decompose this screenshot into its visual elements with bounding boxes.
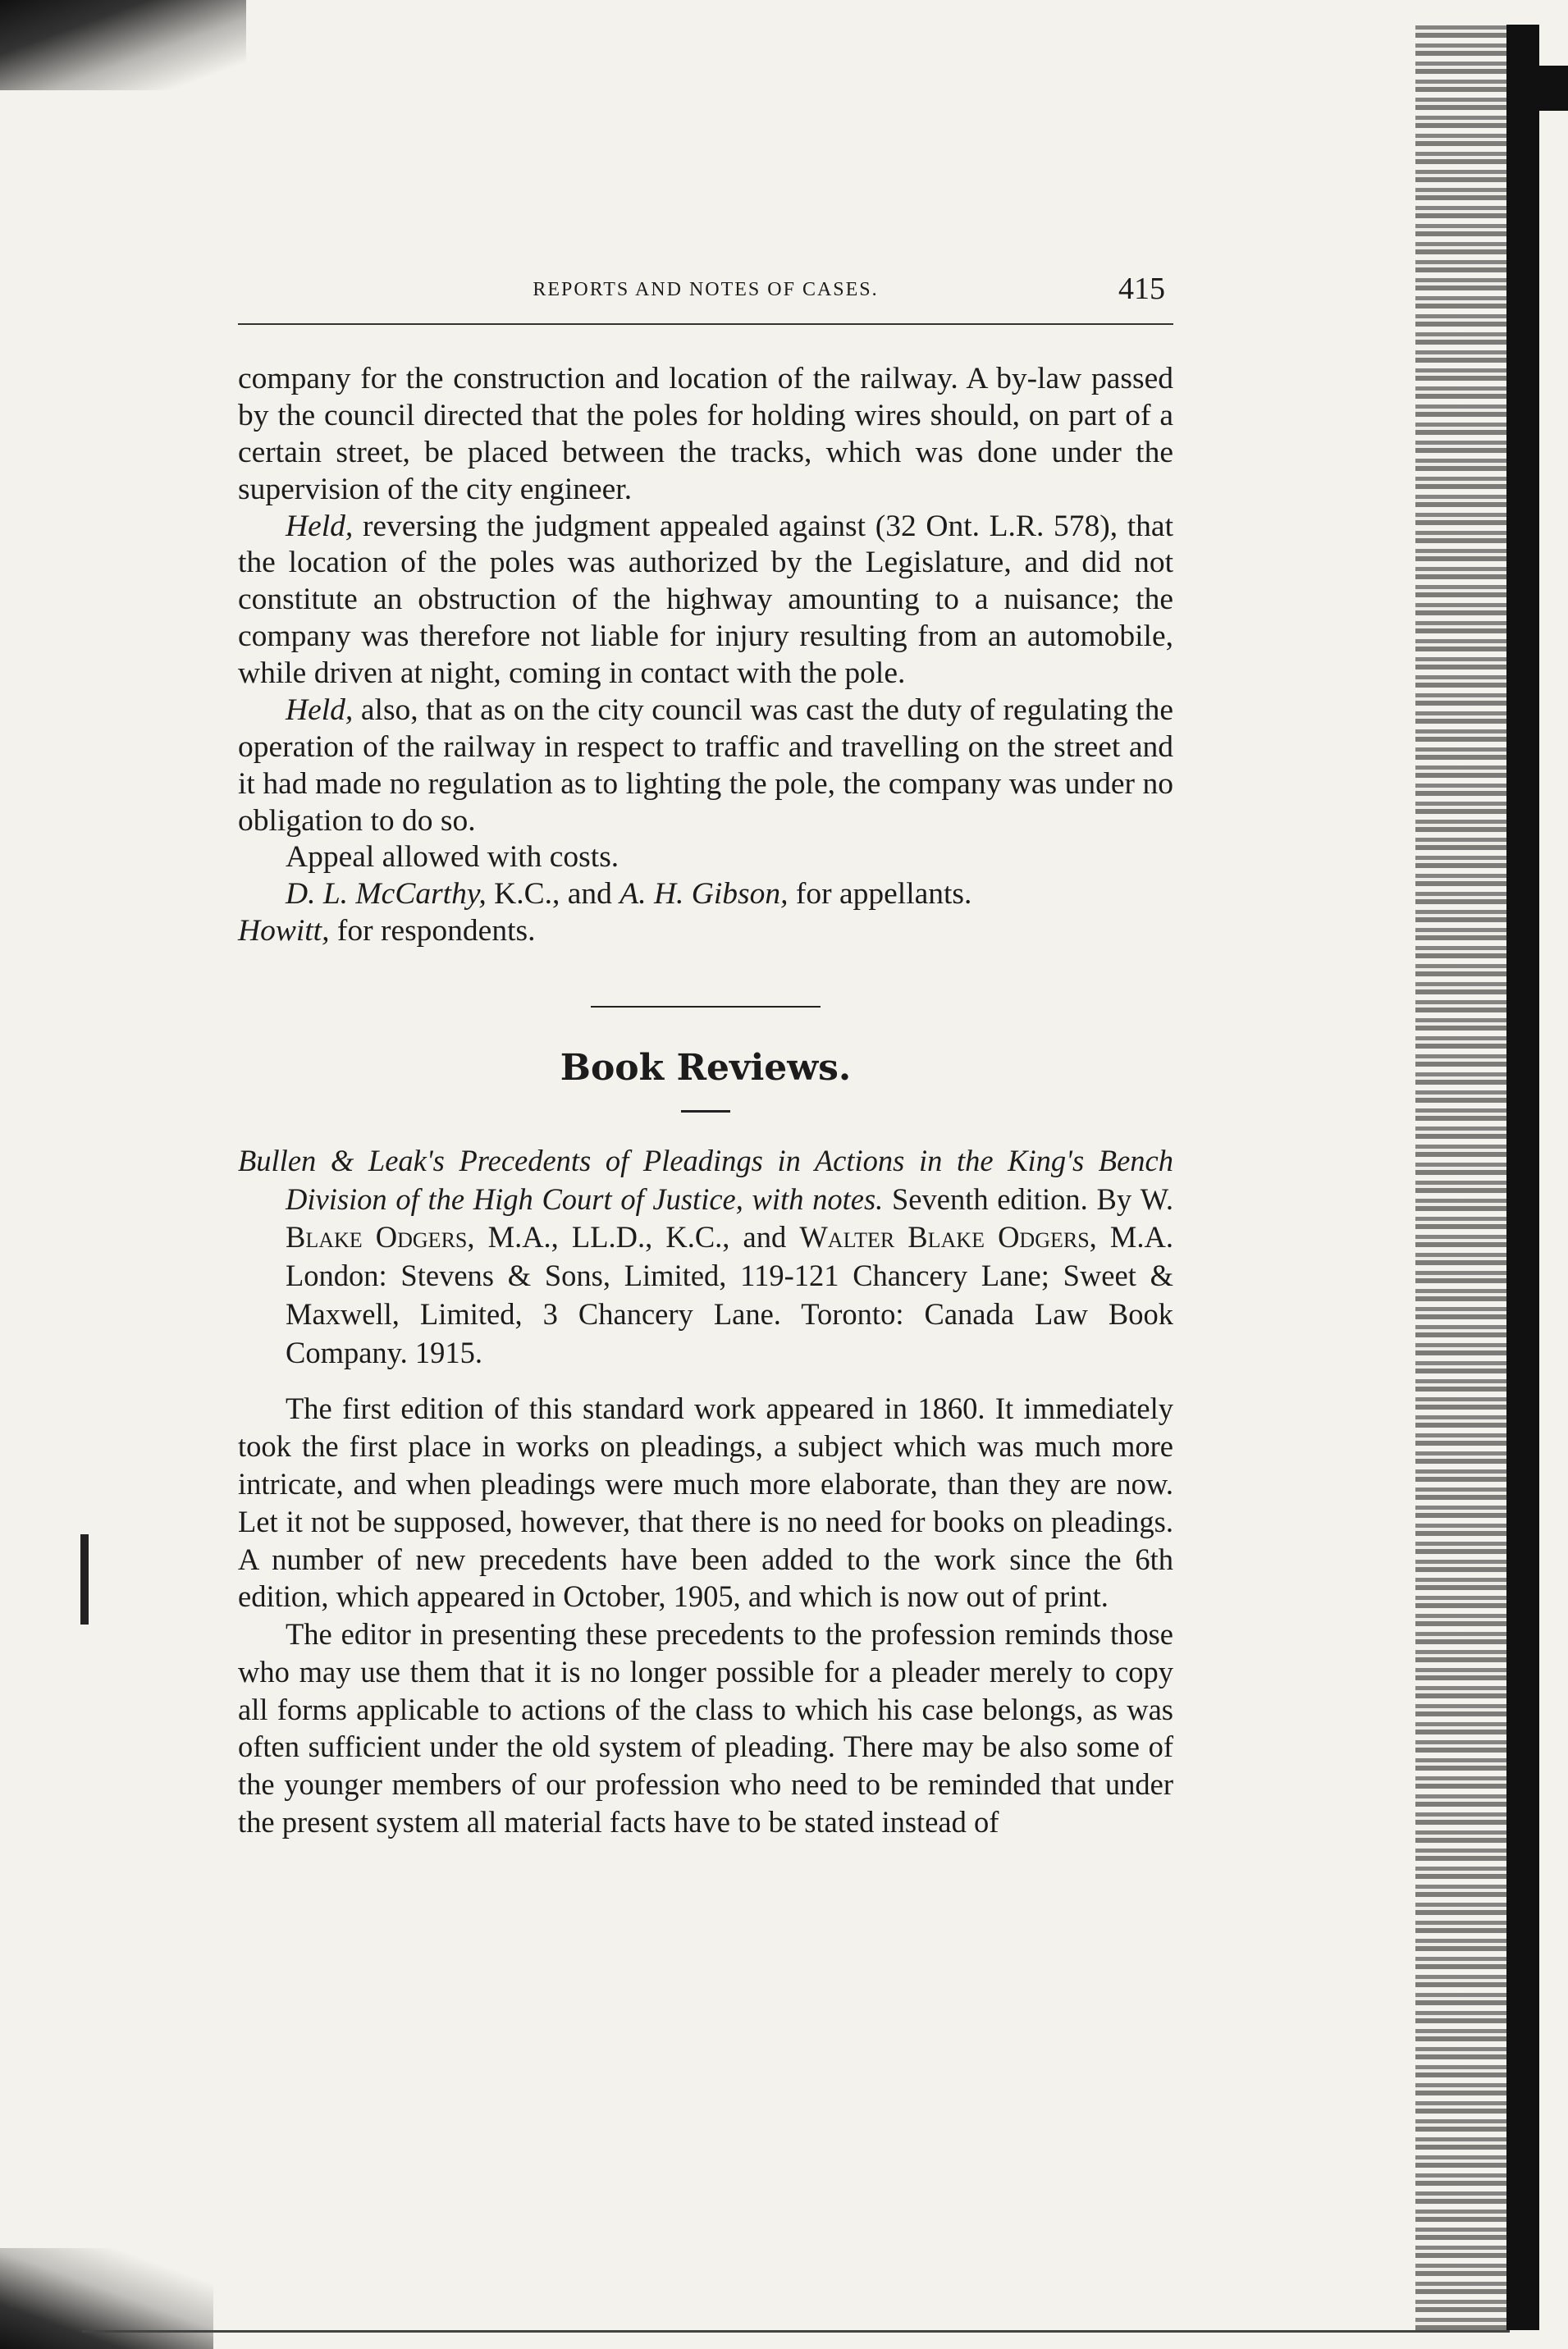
- counsel-name: Howitt,: [238, 914, 330, 948]
- scan-edge-right-bar: [1506, 25, 1539, 2330]
- counsel-appellants: [238, 876, 1173, 913]
- case-paragraph: [238, 361, 1173, 509]
- case-holding: [238, 692, 1173, 840]
- case-report: [238, 361, 1173, 950]
- book-title: Bullen & Leak's Precedents of Pleadings in Actions in the King's Bench Division of the High Court of Justice, with notes.: [238, 1144, 1173, 1216]
- section-separator: [591, 1006, 821, 1008]
- review-paragraph: The editor in presenting these precedents to the profession reminds those who may use them that it is no longer possible for a pleader merely to copy all forms applicable to actions of the class to which his case belongs, as was often sufficient under the old system of pleading. There may be also some of the younger members of our profession who need to be reminded that under the present system all material facts have to be stated instead of: [238, 1617, 1173, 1839]
- scan-corner-bottom-left: [0, 2248, 213, 2349]
- scan-bottom-line: [82, 2330, 1510, 2333]
- case-text: company for the construction and location of the railway. A by-law passed by the council directed that the poles for holding wires should, on part of a certain street, be placed between the tracks, which was done under the supervision of the city engineer.: [238, 362, 1173, 506]
- header-rule: [238, 323, 1173, 325]
- scan-edge-right-top: [1506, 66, 1568, 111]
- page-number: 415: [1118, 272, 1165, 306]
- counsel-respondents: [238, 913, 1173, 950]
- held-label: Held,: [286, 509, 354, 543]
- author-name: Walter Blake Odgers,: [799, 1220, 1097, 1254]
- section-title: Book Reviews.: [560, 1047, 852, 1089]
- review-body: [238, 1390, 1173, 1841]
- scan-left-mark: [80, 1534, 89, 1625]
- running-head: [238, 271, 1173, 320]
- section-rule: [681, 1110, 730, 1113]
- case-text: also, that as on the city council was cast the duty of regulating the operation of the railway in respect to traffic and travelling on the street and it had made no regulation as to lighting the pole, the company was under no obligation to do so.: [238, 692, 1173, 838]
- counsel-name: A. H. Gibson,: [619, 877, 789, 912]
- author-name: W. Blake Odgers,: [286, 1181, 1174, 1254]
- citation-text: Seventh edition. By: [883, 1181, 1141, 1216]
- page: [238, 271, 1173, 1841]
- case-holding: [238, 509, 1173, 692]
- scan-corner-top-left: [0, 0, 246, 90]
- counsel-text: for appellants.: [788, 877, 972, 912]
- case-text: reversing the judgment appealed against (32 Ont. L.R. 578), that the location of the poles was authorized by the Legislature, and did not constitute an obstruction of the highway amounting to a nuisance; the company was therefore not liable for injury resulting from an automobile, while driven at night, coming in contact with the pole.: [238, 509, 1173, 690]
- review-paragraph: The first edition of this standard work appeared in 1860. It immediately took the first place in works on pleadings, a subject which was much more intricate, and when pleadings were much more elaborate, than they are now. Let it not be supposed, however, that there is no need for books on pleadings. A number of new precedents have been added to the work since the 6th edition, which appeared in October, 1905, and which is now out of print.: [238, 1392, 1173, 1614]
- case-disposition: Appeal allowed with costs.: [286, 840, 619, 875]
- running-title: REPORTS AND NOTES OF CASES.: [533, 279, 879, 300]
- publisher-text: M.A. London: Stevens & Sons, Limited, 119-121 Chancery Lane; Sweet & Maxwell, Limited, 3 Chancery Lane. Toronto: Canada Law Book Company. 1915.: [286, 1220, 1173, 1369]
- review-citation: [238, 1142, 1173, 1372]
- counsel-name: D. L. McCarthy,: [286, 877, 487, 912]
- counsel-text: for respondents.: [329, 914, 536, 948]
- held-label: Held,: [286, 692, 354, 727]
- counsel-text: K.C., and: [486, 877, 620, 912]
- citation-text: M.A., LL.D., K.C., and: [474, 1220, 800, 1254]
